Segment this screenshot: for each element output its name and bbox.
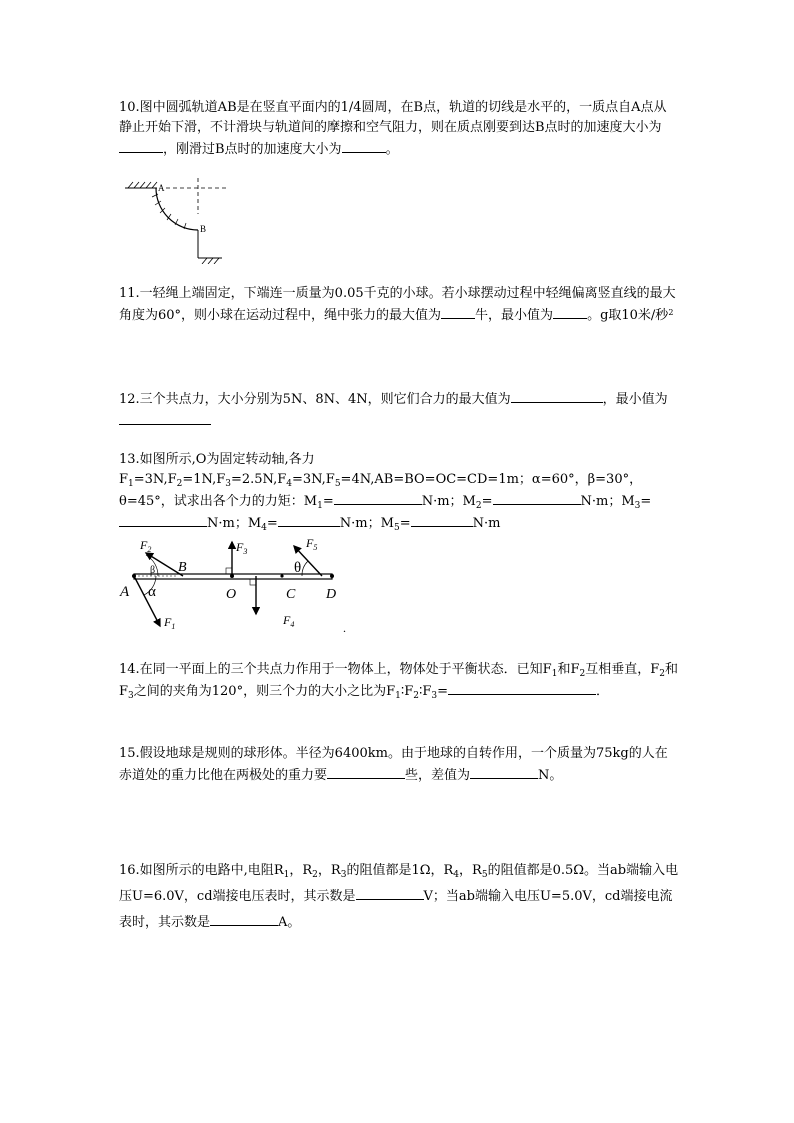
label-a: A [120, 584, 130, 600]
answer-blank[interactable] [210, 911, 278, 926]
label-d: D [326, 587, 337, 602]
question-14: 14.在同一平面上的三个共点力作用于一物体上，物体处于平衡状态．已知$F_1$和$F_2$互相垂直，$F_2$和$F_3$之间的夹角为120°，则三个力的大小之比为$F_1∶F_2∶F_3=$ ． [119, 662, 678, 701]
answer-blank[interactable] [441, 304, 475, 319]
label-beta: β [150, 565, 156, 576]
label-alpha: α [148, 584, 156, 600]
q13-lever-figure [116, 534, 356, 636]
answer-blank[interactable] [493, 490, 581, 505]
answer-blank[interactable] [278, 512, 340, 527]
question-10: 10.图中圆弧轨道AB是在竖直平面内的1/4圆周，在B点，轨道的切线是水平的，一质点自A点从静止开始下滑，不计滑块与轨道间的摩擦和空气阻力，则在质点刚要到达B点时的加速度大小为，刚滑过B点时的加速度大小为 。 [119, 100, 667, 157]
label-theta: θ [294, 560, 302, 576]
answer-blank[interactable] [448, 680, 596, 695]
answer-blank[interactable] [553, 304, 587, 319]
label-o: O [226, 587, 237, 602]
label-f5: $F_5$ [306, 536, 318, 552]
answer-blank[interactable] [470, 764, 538, 779]
label-f3: $F_3$ [236, 540, 248, 556]
label-f4: $F_4$ [283, 613, 295, 629]
dot: . [343, 621, 346, 635]
question-11: 11.一轻绳上端固定，下端连一质量为0.05千克的小球。若小球摆动过程中轻绳偏离竖直线的最大角度为60°，则小球在运动过程中，绳中张力的最大值为 牛，最小值为 。g取10米/秒$^2$ [119, 286, 676, 323]
q10-track-figure [120, 178, 232, 264]
answer-blank[interactable] [342, 138, 386, 153]
label-b: B [178, 560, 187, 575]
answer-blank[interactable] [511, 388, 603, 403]
answer-blank[interactable] [119, 410, 211, 425]
label-f2: $F_2$ [140, 538, 152, 554]
answer-blank[interactable] [411, 512, 473, 527]
q10-text: 10.图中圆弧轨道AB是在竖直平面内的1/4圆周，在B点，轨道的切线是水平的，一质点自A点从静止开始下滑，不计滑块与轨道间的摩擦和空气阻力，则在质点刚要到达B点时的加速度大小为 [119, 100, 667, 135]
answer-blank[interactable] [334, 490, 422, 505]
label-b: B [200, 224, 207, 234]
label-a: A [158, 183, 165, 193]
label-f1: $F_1$ [164, 615, 176, 631]
answer-blank[interactable] [327, 764, 405, 779]
question-16: 16.如图所示的电路中,电阻$R_1$，$R_2$，$R_3$的阻值都是1Ω，$R_4$，$R_5$的阻值都是0.5Ω。当ab端输入电压U=6.0V，cd端接电压表时，其示数是 V；当ab端输入电压U=5.0V，cd端接电流表时，其示数是 A。 [119, 863, 679, 930]
question-13: 13.如图所示,O为固定转动轴,各力$F_1=3N,F_2=1N,F_3=2.5N,F_4=3N,F_5=4N,AB=BO=OC=CD=1m$；α=60°，β=30°，θ=45°，试求出各个力的力矩：$M_1= N\cdot m$；$M_2= N\cdot m$；$M_3=N\cdot m$；$M_4= N\cdot m$；$M_5= N\cdot m$ [119, 452, 652, 533]
question-15: 15.假设地球是规则的球形体。半径为6400km。由于地球的自转作用，一个质量为75kg的人在赤道处的重力比他在两极处的重力要 些，差值为 N。 [119, 746, 668, 783]
answer-blank[interactable] [119, 512, 207, 527]
question-12: 12.三个共点力，大小分别为5N、8N、4N，则它们合力的最大值为 ，最小值为 [119, 388, 679, 432]
answer-blank[interactable] [356, 885, 424, 900]
label-c: C [286, 587, 296, 602]
answer-blank[interactable] [119, 138, 163, 153]
